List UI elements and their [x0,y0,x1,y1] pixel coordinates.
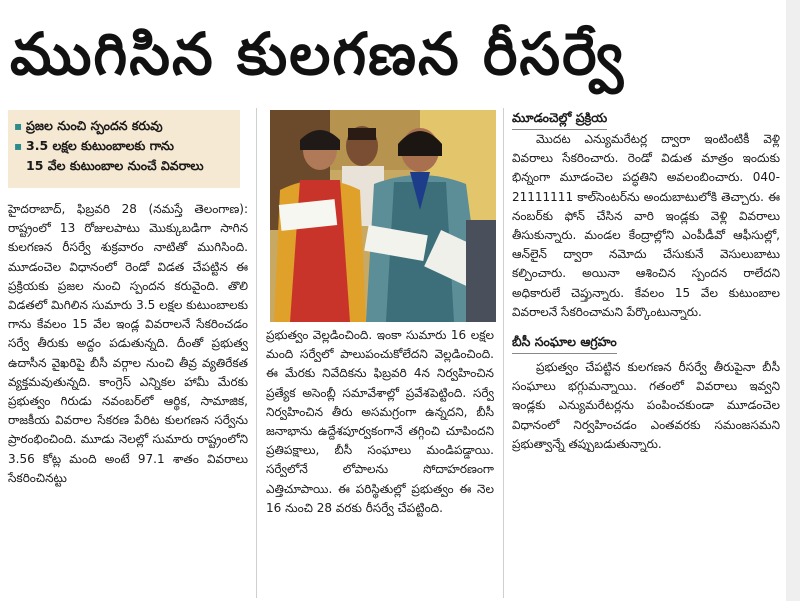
article-paragraph: ప్రభుత్వం చేపట్టిన కులగణన రీసర్వే తీరుపైనా బీసీ సంఘాలు భగ్గుమన్నాయి. గతంలో వివరాలు ఇవ్వని ఇండ్లకు ఎన్యుమరేటర్లను పంపించకుండా మూడంచెల విధానంలో నిర్వహించడం ఎంతవరకు సమంజసమని ప్రభుత్వాన్నే తప్పుబడుతున్నారు. [512,360,780,451]
highlight-text: ప్రజల నుంచి స్పందన కరువు [26,118,163,133]
article-paragraph: ప్రభుత్వం వెల్లడించింది. ఇంకా సుమారు 16 లక్షల మంది సర్వేలో పాలుపంచుకోలేదని వెల్లడించింది. ఈ మేరకు నివేదికను ఫిబ్రవరి 4న నిర్వహించిన ప్రత్యేక అసెంబ్లీ సమావేశాల్లో ప్రవేశపెట్టింది. సర్వే నిర్వహించిన తీరు అసమగ్రంగా ఉన్నదని, బీసీ జనాభాను ఉద్దేశపూర్వకంగానే తగ్గించి చూపిందని ప్రతిపక్షాలు, బీసీ సంఘాలు మండిపడ్డాయి. సర్వేలోనే లోపాలను సోదాహరణంగా ఎత్తిచూపాయి. ఈ పరిస్థితుల్లో ప్రభుత్వం ఈ నెల 16 నుంచి 28 వరకు రీసర్వే చేపట్టింది. [266,328,494,515]
article-column-1 [8,200,248,488]
column-divider [256,108,257,598]
section-heading: మూడంచెల్లో ప్రక్రియ [512,108,607,130]
highlight-text: 3.5 లక్షల కుటుంబాలకు గాను [26,138,174,153]
highlight-item [14,136,234,156]
article-column-3 [512,108,780,454]
highlight-item [14,116,234,136]
article-column-2 [266,326,494,518]
news-photo [270,110,496,322]
photo-illustration [270,110,496,322]
headline: ముగిసిన కులగణన రీసర్వే [10,20,626,88]
square-bullet-icon: ▪ [14,139,23,153]
column-divider [503,108,504,598]
article-paragraph: మొదట ఎన్యుమరేటర్ల ద్వారా ఇంటింటికీ వెళ్లి వివరాలు సేకరించారు. రెండో విడుత మాత్రం ఇందుకు భిన్నంగా మూడంచెల పద్ధతిని అవలంబించారు. 040-21111111 కాల్‌సెంటర్‌ను అందుబాటులోకి తెచ్చారు. ఈ నంబర్‌కు ఫోన్ చేసిన వారి ఇండ్లకు వెళ్లి వివరాలు తీసుకున్నారు. మండల కేంద్రాల్లోని ఎంపీడీవో ఆఫీసుల్లో, ఆన్‌లైన్ ద్వారా నమోదు చేసుకునే వెసులుబాటు కల్పించారు. అయినా ఆశించిన స్పందన రాలేదని అధికారులే చెప్తున్నారు. కేవలం 15 వేల కుటుంబాల వివరాలనే సేకరించామని పేర్కొంటున్నారు. [512,132,780,319]
highlights-box [8,110,240,188]
page-edge [786,0,800,601]
article-paragraph: హైదరాబాద్, ఫిబ్రవరి 28 (నమస్తే తెలంగాణ): రాష్ట్రంలో 13 రోజులపాటు మొక్కుబడిగా సాగిన కులగణన రీసర్వే శుక్రవారం నాటితో ముగిసింది. మూడంచెల విధానంలో రెండో విడత చేపట్టిన ఈ ప్రక్రియకు ప్రజల నుంచి స్పందన కరువైంది. తొలి విడతలో మిగిలిన సుమారు 3.5 లక్షల కుటుంబాలకు గాను కేవలం 15 వేల ఇండ్ల వివరాలనే సేకరించడం సర్వే తీరుకు అద్దం పడుతున్నది. దీంతో ప్రభుత్వ ఉదాసీన వైఖరిపై బీసీ వర్గాల నుంచి తీవ్ర వ్యతిరేకత వ్యక్తమవుతున్నది. కాంగ్రెస్ ఎన్నికల హామీ మేరకు ప్రభుత్వం గిరుడు నవంబర్‌లో ఆర్థిక, సామాజిక, రాజకీయ వివరాల సేకరణ పేరిట కులగణన సర్వేను ప్రారంభించింది. మూడు నెలల్లో సుమారు రాష్ట్రంలోని 3.56 కోట్ల మంది అంటే 97.1 శాతం వివరాలు సేకరించినట్టు [8,202,248,485]
highlight-continuation: 15 వేల కుటుంబాల నుంచే వివరాలు [26,158,204,173]
section-heading: బీసీ సంఘాల ఆగ్రహం [512,332,617,354]
square-bullet-icon: ▪ [14,119,23,133]
